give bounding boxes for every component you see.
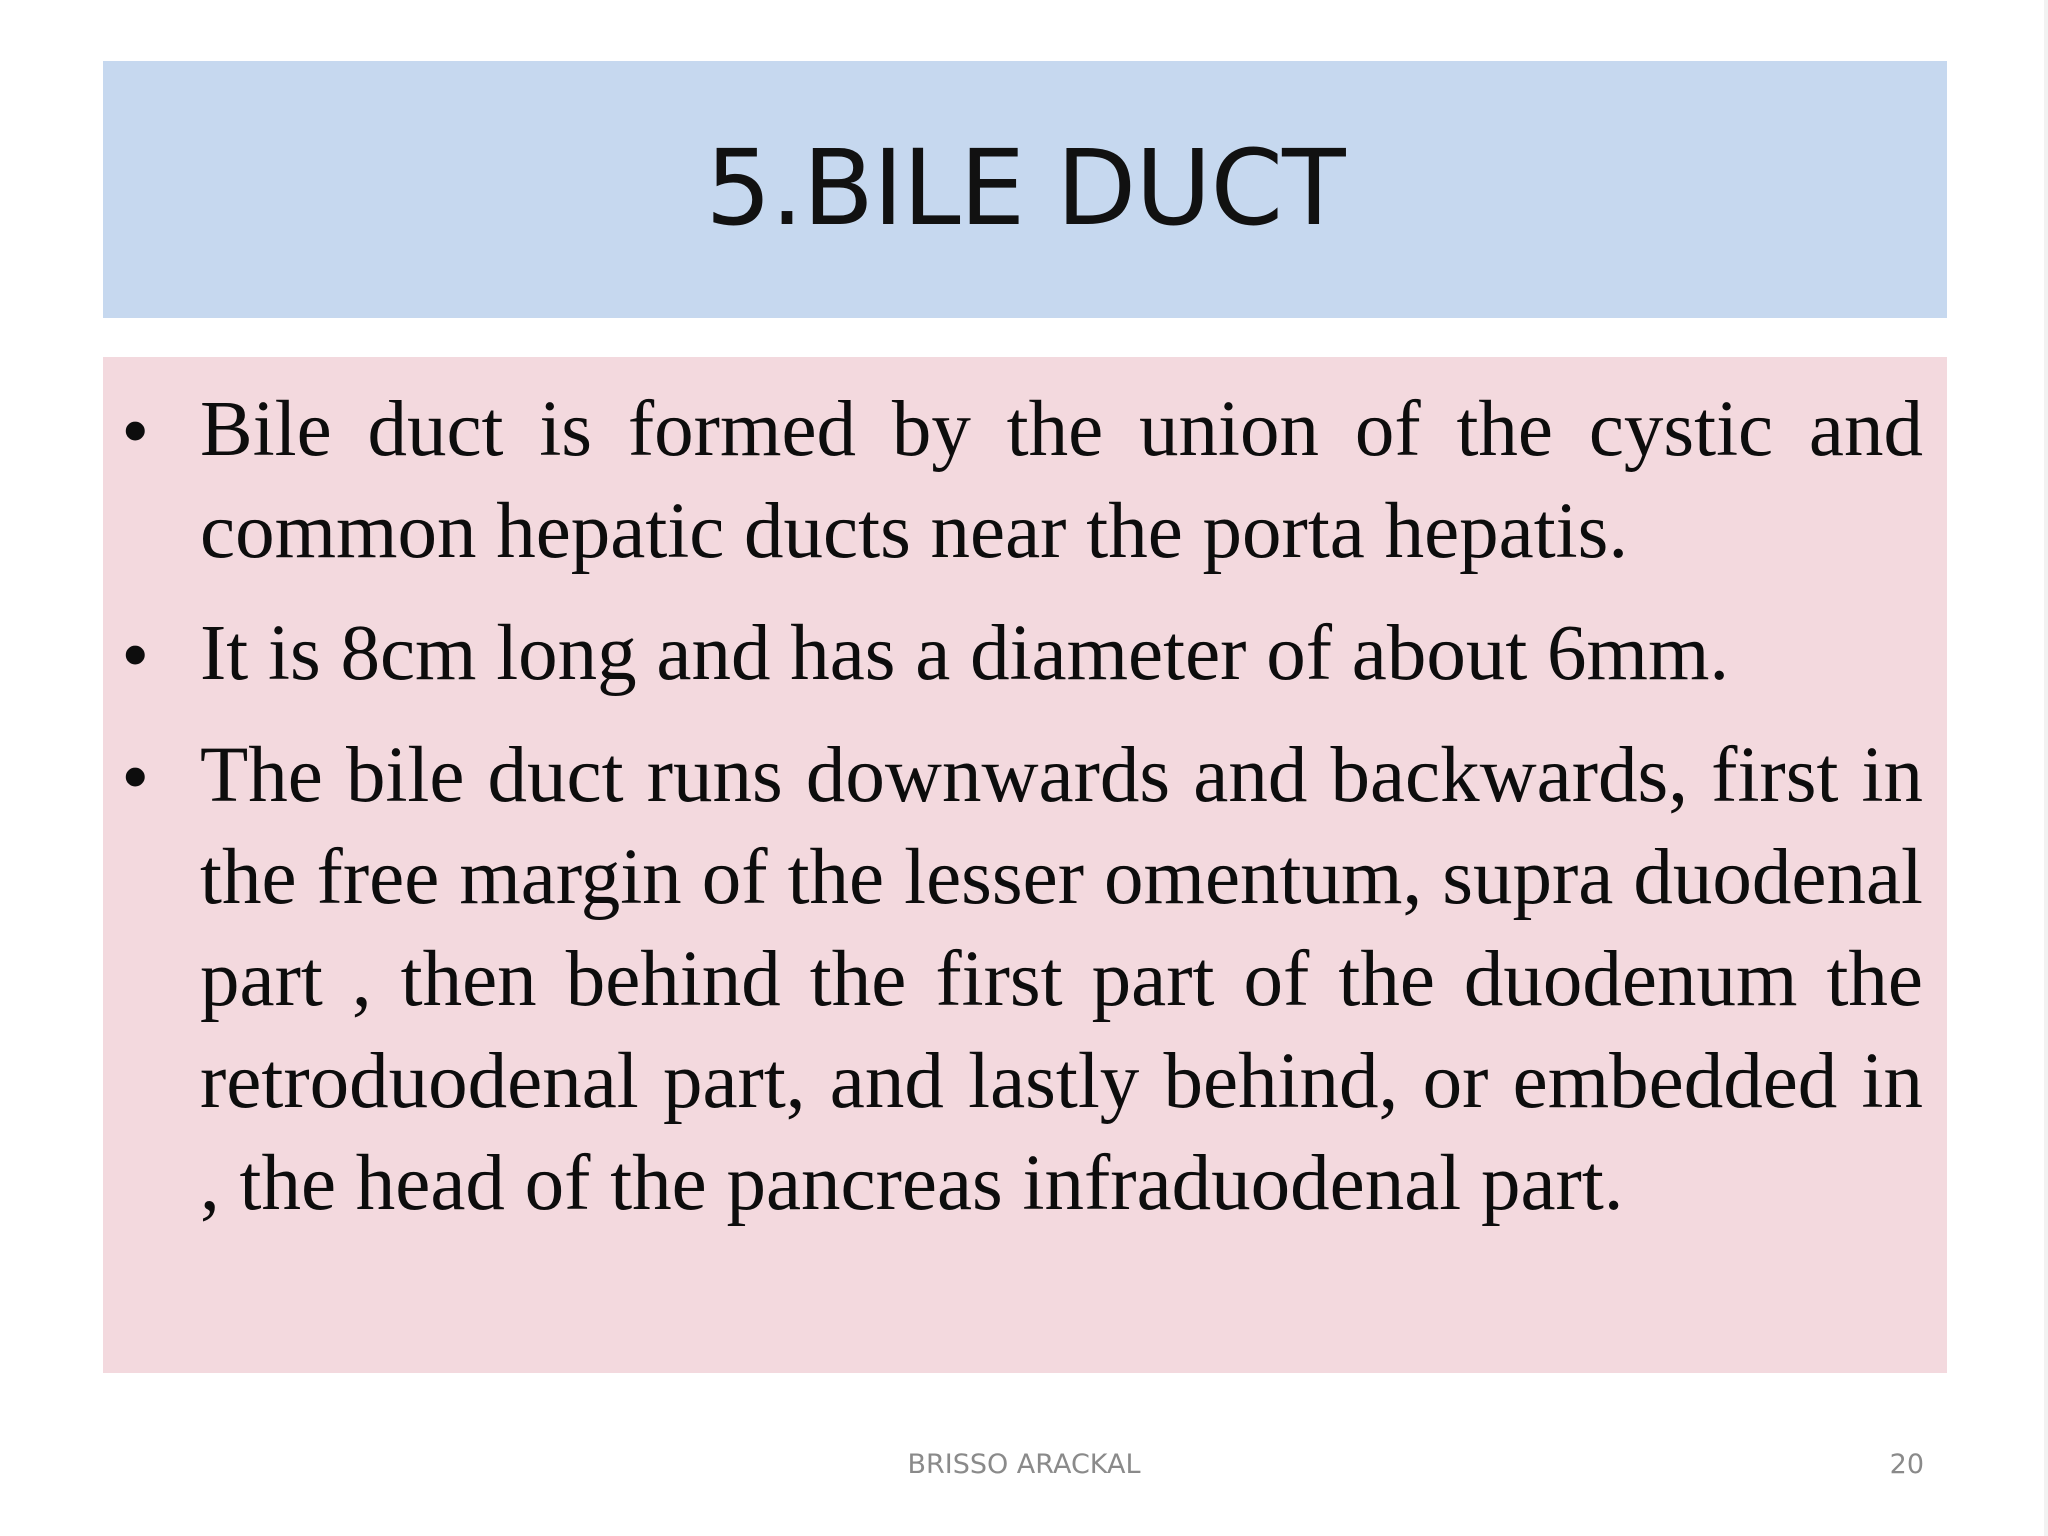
bullet-item	[103, 725, 1923, 1235]
bullet-dot-icon: •	[123, 737, 148, 815]
slide-title: 5.BILE DUCT	[705, 126, 1345, 249]
bullet-text: The bile duct runs downwards and backwards, first in the free margin of the lesser omentum, supra duodenal part , then behind the first part of the duodenum the retroduodenal part, and lastly behind, or embedded in , the head of the pancreas infraduodenal part.	[200, 732, 1923, 1227]
bullet-text: Bile duct is formed by the union of the cystic and common hepatic ducts near the porta hepatis.	[200, 386, 1923, 575]
bullet-text: It is 8cm long and has a diameter of about 6mm.	[200, 610, 1730, 697]
content-box	[103, 357, 1947, 1373]
footer-author: BRISSO ARACKAL	[907, 1449, 1141, 1480]
bullet-dot-icon: •	[123, 391, 148, 469]
title-box	[103, 61, 1947, 318]
bullet-dot-icon: •	[123, 615, 148, 693]
page-number: 20	[1889, 1449, 1924, 1480]
bullet-item	[103, 379, 1923, 583]
bullet-item	[103, 603, 1923, 705]
slide-edge-divider	[2044, 0, 2048, 1536]
bullet-list	[103, 379, 1923, 1235]
